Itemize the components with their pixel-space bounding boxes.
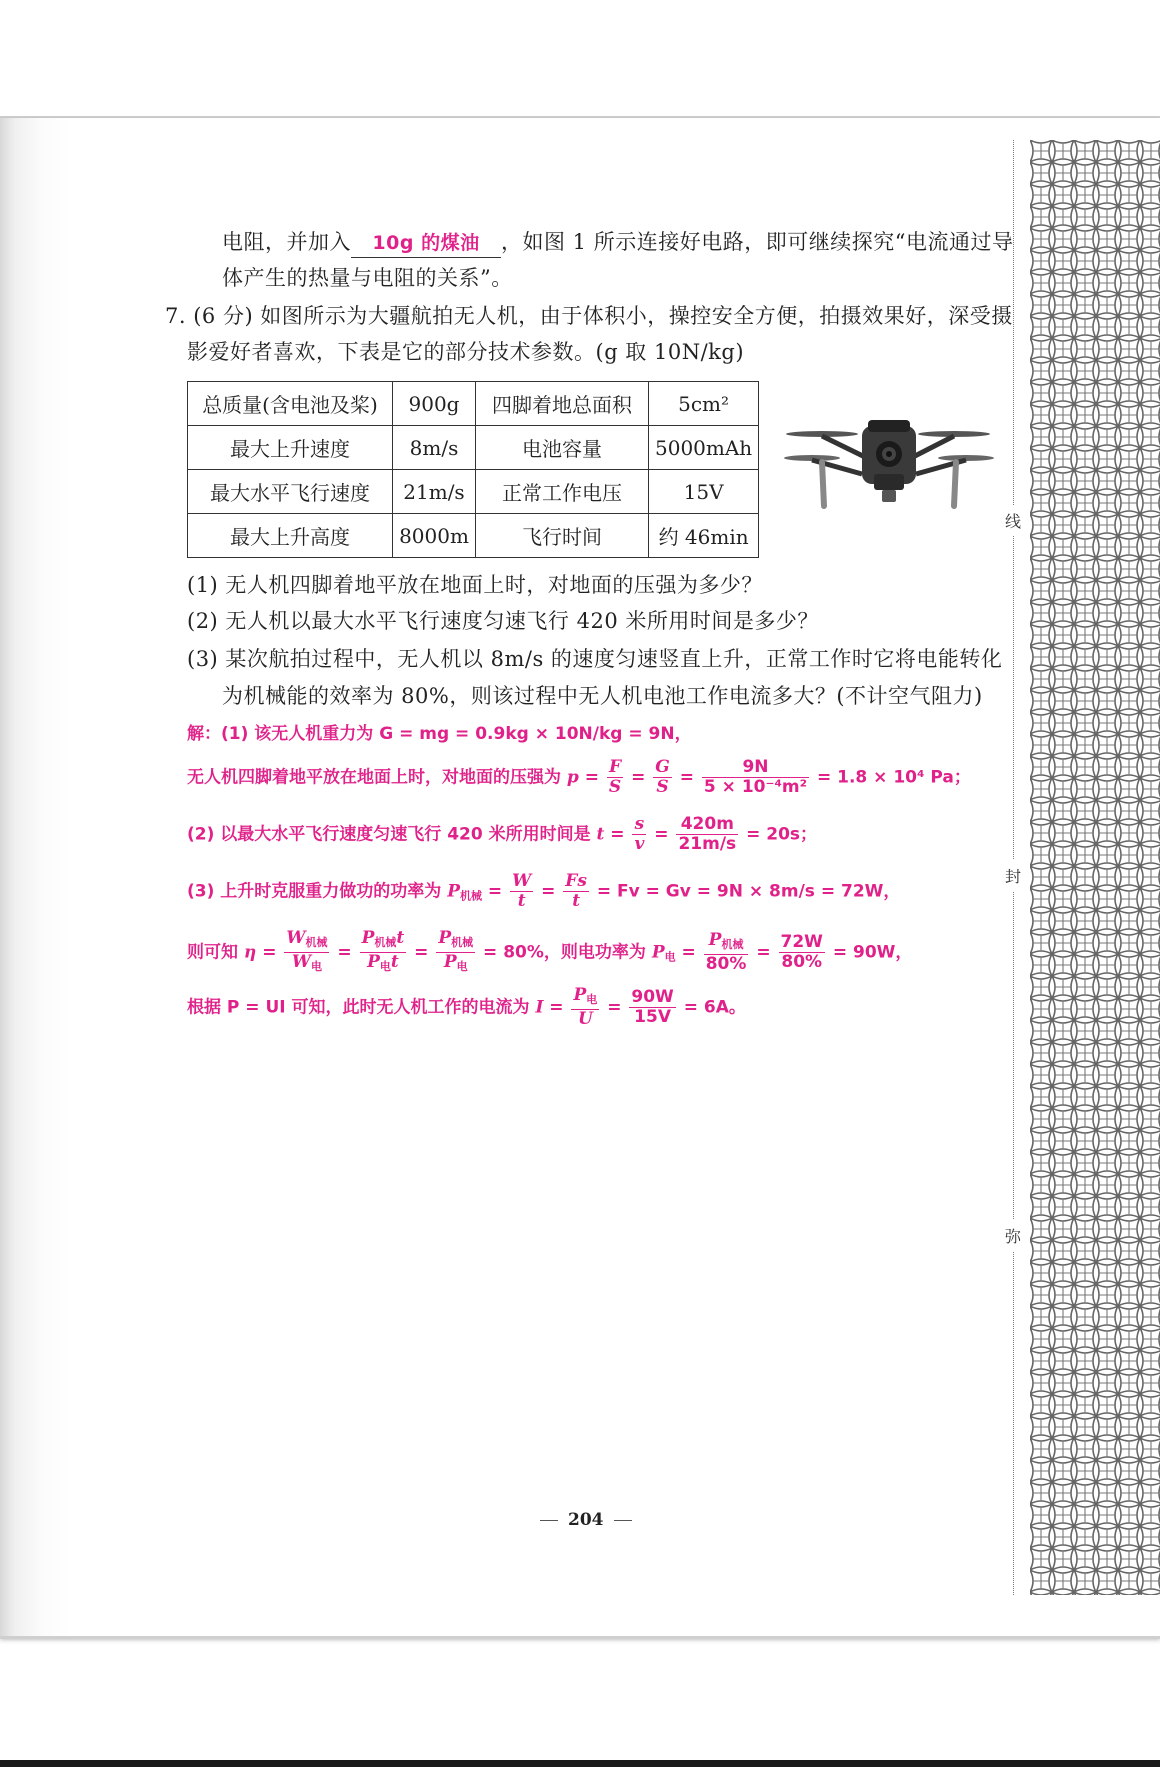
table-cell: 21m/s	[393, 470, 476, 514]
solution-result: = Fv = Gv = 9N × 8m/s = 72W，	[596, 881, 901, 902]
table-cell: 总质量(含电池及桨)	[188, 382, 393, 426]
table-cell: 约 46min	[649, 514, 759, 558]
binding-char-mi: 弥	[1004, 1220, 1022, 1251]
solution-line-5: 则可知 η = $\frac{W_{机械}}{W_电}$ = $\frac{P_{机械}t}{P_电t}$ = $\frac{P_{机械}}{P_电}$ = 80%，则电功率为 $P_电$ = $\frac{P_{机械}}{80\%}$ = $\frac{72W}{80\%}$ = 90W，	[187, 928, 913, 974]
solution-text: = 80%，则电功率为	[483, 942, 646, 963]
solution-result: = 90W，	[832, 942, 913, 963]
solution-text: 无人机四脚着地平放在地面上时，对地面的压强为	[187, 767, 561, 788]
question-7-line-2: 影爱好者喜欢，下表是它的部分技术参数。(g 取 10N/kg)	[187, 340, 745, 364]
fraction: $\frac{420m}{21m/s}$	[678, 814, 737, 854]
table-cell: 飞行时间	[476, 514, 649, 558]
table-cell: 5cm²	[649, 382, 759, 426]
intro-text-pre: 电阻，并加入	[222, 230, 351, 254]
binding-char-xian: 线	[1004, 505, 1022, 536]
solution-text: (3) 上升时克服重力做功的功率为	[187, 881, 442, 902]
sub-question-2: (2) 无人机以最大水平飞行速度匀速飞行 420 米所用时间是多少？	[187, 609, 819, 633]
solution-line-2: 无人机四脚着地平放在地面上时，对地面的压强为 p = $\frac{F}{S}$ = $\frac{G}{S}$ = $\frac{9N}{\text{5 × 10⁻⁴m²}}$ = 1.8 × 10⁴ Pa；	[187, 757, 971, 797]
table-cell: 电池容量	[476, 426, 649, 470]
intro-text-post: ，如图 1 所示连接好电路，即可继续探究“电流通过导	[501, 230, 1014, 254]
table-cell: 5000mAh	[649, 426, 759, 470]
fraction: $\frac{G}{S}$	[655, 757, 670, 797]
fraction: $\frac{P_{机械}}{P_电}$	[438, 928, 474, 973]
table-cell: 最大水平飞行速度	[188, 470, 393, 514]
solution-result: = 1.8 × 10⁴ Pa；	[816, 767, 971, 788]
fraction: $\frac{90W}{15V}$	[631, 987, 674, 1027]
sub-question-1: (1) 无人机四脚着地平放在地面上时，对地面的压强为多少？	[187, 573, 763, 597]
solution-result: = 6A。	[683, 997, 746, 1018]
fraction: $\frac{s}{v}$	[634, 814, 645, 854]
page-bottom-edge	[0, 1636, 1160, 1639]
fraction: $\frac{W}{t}$	[512, 871, 532, 911]
solution-line-3: (2) 以最大水平飞行速度匀速飞行 420 米所用时间是 t = $\frac{s}{v}$ = $\frac{420m}{21m/s}$ = 20s；	[187, 814, 818, 854]
sub-question-3-line-2: 为机械能的效率为 80%，则该过程中无人机电池工作电流多大？(不计空气阻力)	[222, 684, 983, 708]
table-row	[188, 426, 759, 470]
solution-text: 根据 P = UI 可知，此时无人机工作的电流为	[187, 997, 530, 1018]
table-row	[188, 470, 759, 514]
table-cell: 8000m	[393, 514, 476, 558]
decorative-pattern-strip	[1030, 140, 1160, 1595]
table-row	[188, 514, 759, 558]
binding-char-feng: 封	[1004, 860, 1022, 891]
fraction: $\frac{P_{机械}}{80\%}$	[705, 930, 747, 974]
fraction: $\frac{W_{机械}}{W_电}$	[286, 928, 328, 973]
intro-line-2: 体产生的热量与电阻的关系”。	[222, 266, 513, 290]
solution-line-1: 解：(1) 该无人机重力为 G = mg = 0.9kg × 10N/kg = 9N，	[187, 724, 692, 744]
fraction: $\frac{F}{S}$	[608, 757, 622, 797]
solution-result: = 20s；	[746, 824, 818, 845]
drone-image	[782, 418, 996, 518]
intro-line-1	[222, 228, 1013, 258]
bottom-bar	[0, 1760, 1160, 1767]
table-cell: 四脚着地总面积	[476, 382, 649, 426]
solution-line-6: 根据 P = UI 可知，此时无人机工作的电流为 I = $\frac{P_电}{U}$ = $\frac{90W}{15V}$ = 6A。	[187, 985, 746, 1029]
fraction: $\frac{72W}{80\%}$	[780, 932, 823, 972]
solution-line-4: (3) 上升时克服重力做功的功率为 $P_{机械}$ = $\frac{W}{t}$ = $\frac{Fs}{t}$ = Fv = Gv = 9N × 8m/s = 72W，	[187, 871, 901, 911]
table-cell: 900g	[393, 382, 476, 426]
blank-answer: 10g 的煤油	[351, 229, 501, 258]
spec-table	[187, 381, 759, 558]
fraction: $\frac{P_{机械}t}{P_电t}$	[361, 928, 405, 973]
table-cell: 正常工作电压	[476, 470, 649, 514]
table-cell: 最大上升高度	[188, 514, 393, 558]
table-cell: 8m/s	[393, 426, 476, 470]
question-7-line-1: 7. (6 分) 如图所示为大疆航拍无人机，由于体积小，操控安全方便，拍摄效果好，深受摄	[165, 304, 1013, 328]
fraction: $\frac{Fs}{t}$	[565, 871, 587, 911]
table-cell: 最大上升速度	[188, 426, 393, 470]
page-number: 204	[530, 1510, 642, 1530]
fraction: $\frac{P_电}{U}$	[573, 985, 598, 1029]
solution-text: 则可知	[187, 942, 238, 963]
table-row	[188, 382, 759, 426]
sub-question-3-line-1: (3) 某次航拍过程中，无人机以 8m/s 的速度匀速竖直上升，正常工作时它将电能转化	[187, 647, 1003, 671]
solution-text: (2) 以最大水平飞行速度匀速飞行 420 米所用时间是	[187, 824, 591, 845]
table-cell: 15V	[649, 470, 759, 514]
fraction: $\frac{9N}{\text{5 × 10⁻⁴m²}}$	[703, 757, 808, 797]
